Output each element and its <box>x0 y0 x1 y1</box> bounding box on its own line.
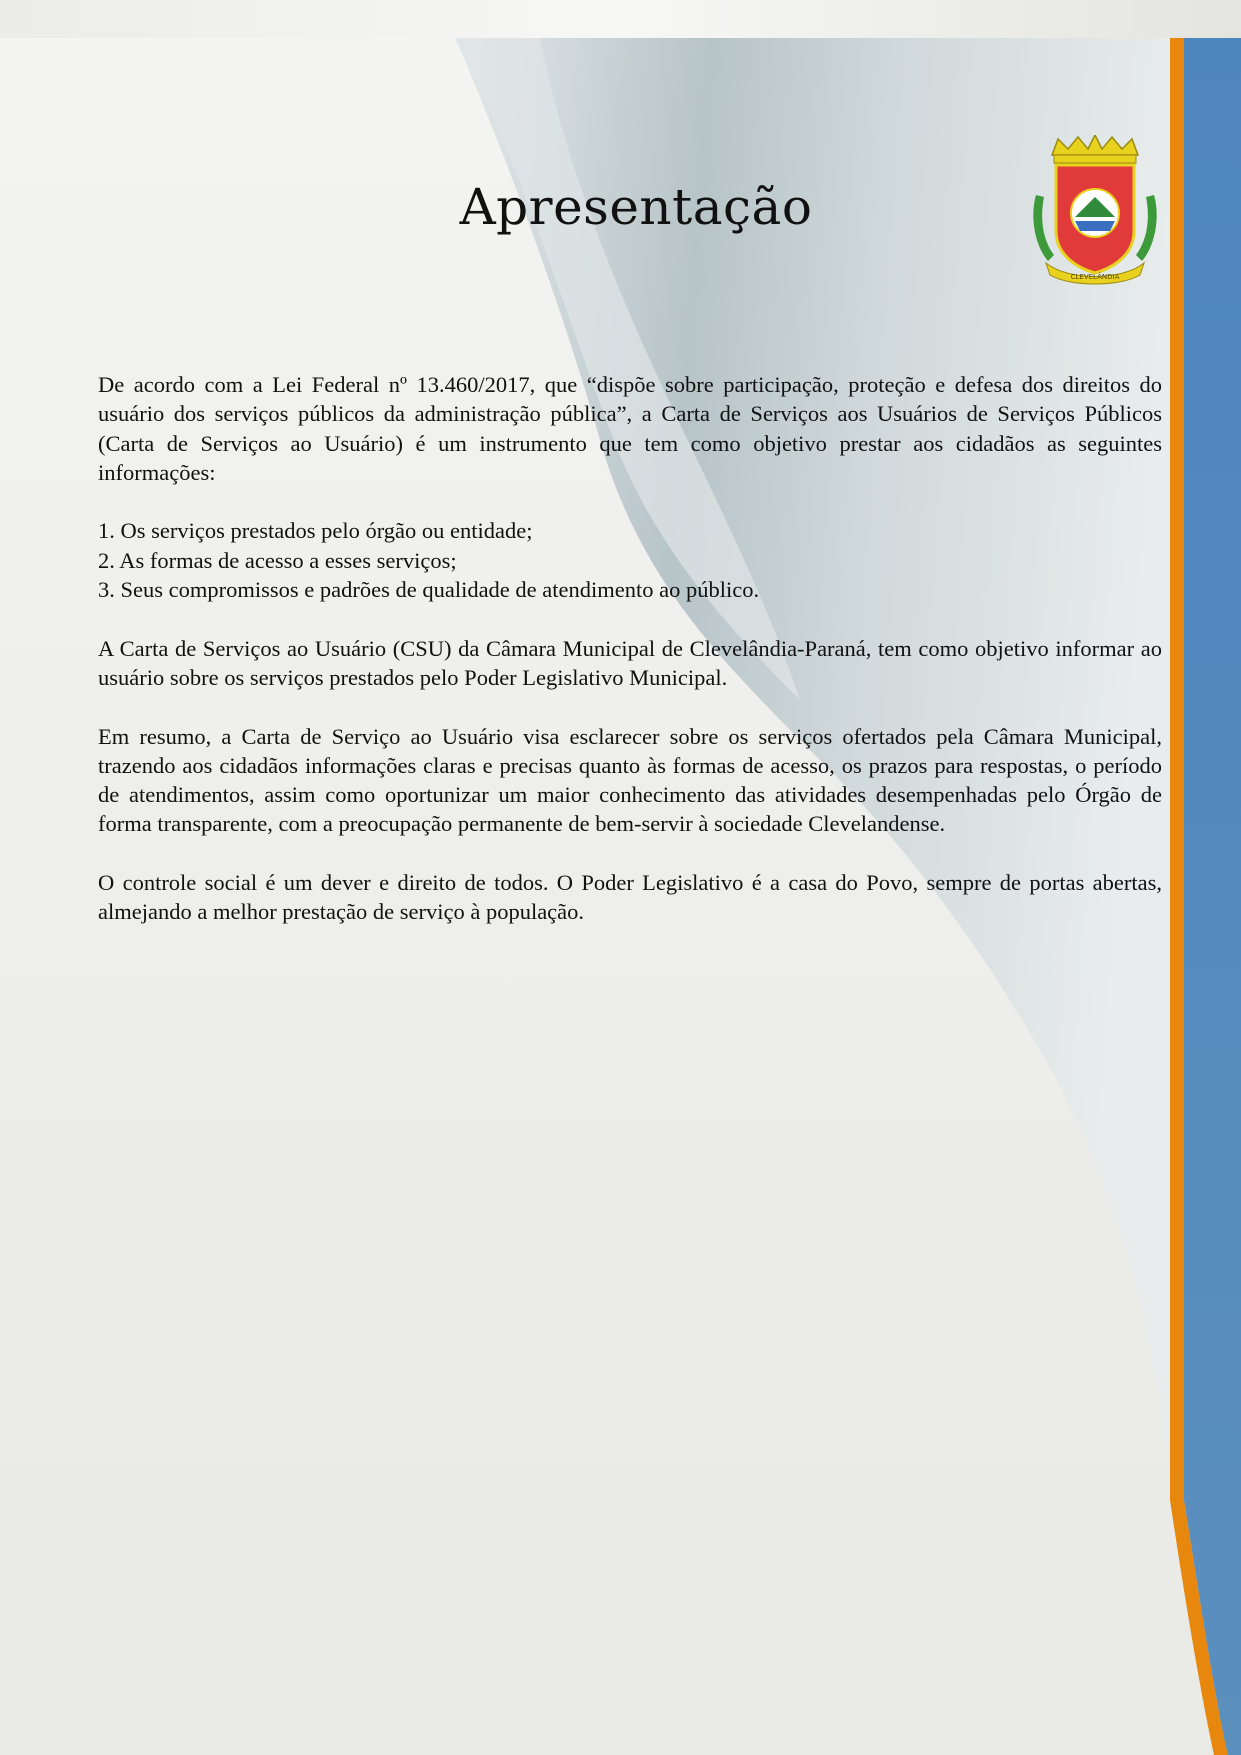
social-control-paragraph: O controle social é um dever e direito de todos. O Poder Legislativo é a casa do Povo, sempre de portas abertas, almejando a melhor prestação de serviço à população. <box>98 870 1162 925</box>
municipal-coat-of-arms-icon <box>1028 135 1162 285</box>
summary-paragraph: Em resumo, a Carta de Serviço ao Usuário visa esclarecer sobre os serviços ofertados pela Câmara Municipal, trazendo aos cidadãos informações claras e precisas quanto às formas de acesso, os prazos para respostas, o período de atendimentos, assim como oportunizar um maior conhecimento das atividades desempenhadas pelo Órgão de forma transparente, com a preocupação permanente de bem-servir à sociedade Clevelandense. <box>98 723 1162 837</box>
document-body <box>98 370 1162 927</box>
list-item: 1. Os serviços prestados pelo órgão ou entidade; <box>98 518 533 544</box>
crest-label: CLEVELÂNDIA <box>1070 273 1120 281</box>
list-item: 3. Seus compromissos e padrões de qualidade de atendimento ao público. <box>98 577 760 603</box>
page-title: Apresentação <box>459 178 813 236</box>
intro-paragraph: De acordo com a Lei Federal nº 13.460/2017, que “dispõe sobre participação, proteção e defesa dos direitos do usuário dos serviços públicos da administração pública”, a Carta de Serviços aos Usuários de Serviços Públicos (Carta de Serviços ao Usuário) é um instrumento que tem como objetivo prestar aos cidadãos as seguintes informações: <box>98 372 1162 485</box>
list-item: 2. As formas de acesso a esses serviços; <box>98 547 457 573</box>
blue-stripe <box>1184 38 1241 1755</box>
csu-objective-paragraph: A Carta de Serviços ao Usuário (CSU) da Câmara Municipal de Clevelândia-Paraná, tem como objetivo informar ao usuário sobre os serviços prestados pelo Poder Legislativo Municipal. <box>98 635 1162 690</box>
information-list <box>98 516 1162 604</box>
